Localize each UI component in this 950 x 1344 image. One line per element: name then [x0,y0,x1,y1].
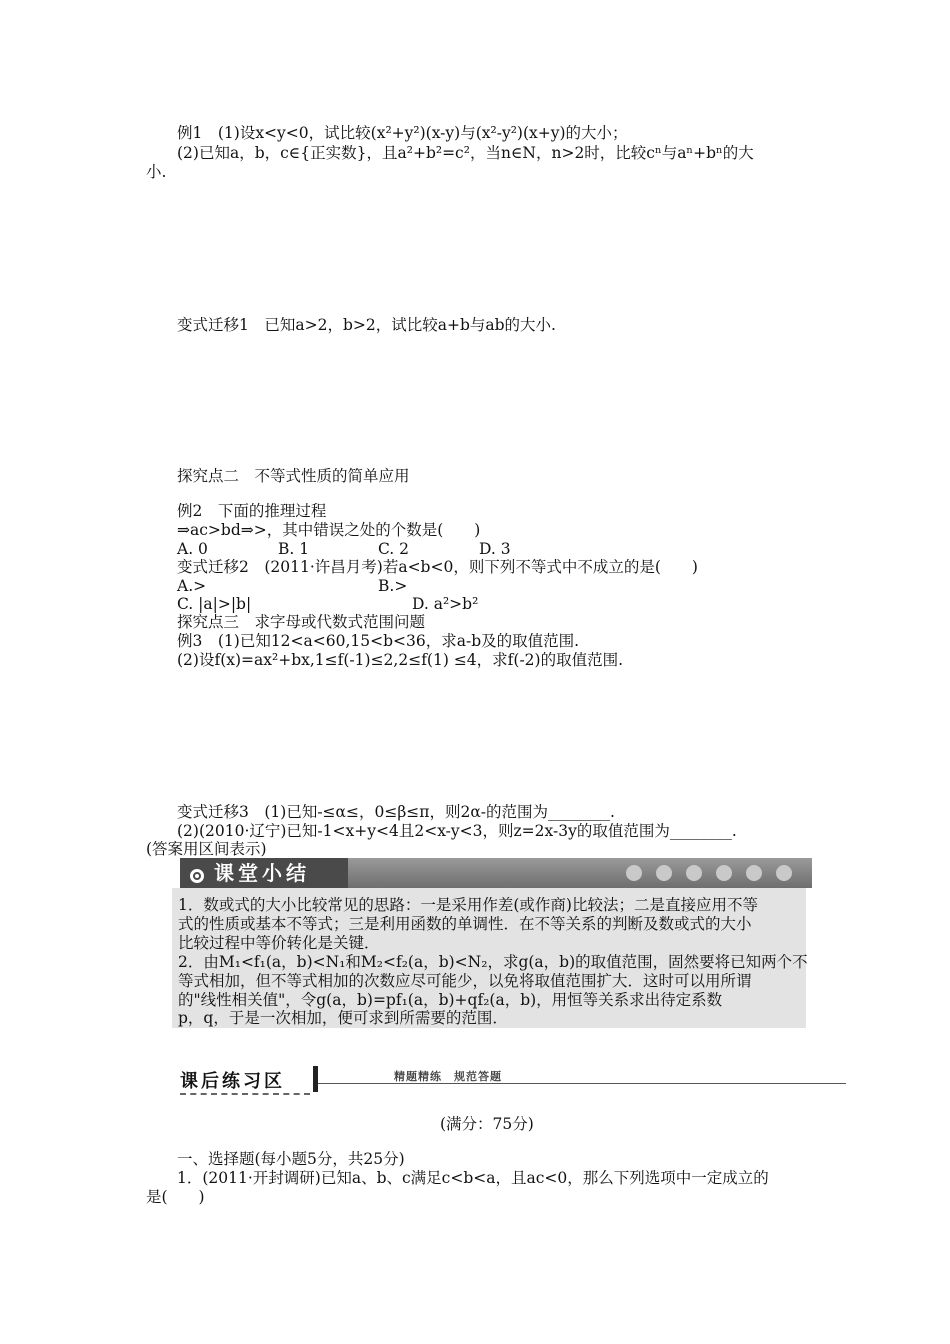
example2-option-a: A. 0 [177,540,208,558]
variant2-option-d: D. a²>b² [412,595,479,613]
summary-line: 式的性质或基本不等式；三是利用函数的单调性．在不等关系的判断及数或式的大小 [178,915,752,933]
variant2-line: 变式迁移2 (2011·许昌月考)若a<b<0，则下列不等式中不成立的是( ) [177,558,698,576]
summary-line: 的"线性相关值"，令g(a，b)=pf₁(a，b)+qf₂(a，b)，用恒等关系求出待定系数 [178,991,723,1009]
dot-icon [686,865,702,881]
example1-line2: (2)已知a，b，c∈{正实数}，且a²+b²=c²，当n∈N，n>2时，比较cⁿ与aⁿ+bⁿ的大 [177,144,754,162]
summary-line: p，q，于是一次相加，便可求到所需要的范围． [178,1009,508,1027]
example3-line2: (2)设f(x)=ax²+bx,1≤f(-1)≤2,2≤f(1) ≤4，求f(-2)的取值范围. [177,651,624,669]
question1-line1: 1．(2011·开封调研)已知a、b、c满足c<b<a，且ac<0，那么下列选项中一定成立的 [177,1169,769,1187]
homework-title: 课后练习区 [180,1071,285,1092]
target-circle-icon [190,869,204,883]
variant2-option-a: A.> [177,577,207,595]
example2-line: ⇒ac>bd⇒>，其中错误之处的个数是( ) [177,521,481,539]
example1-line1: 例1 (1)设x<y<0，试比较(x²+y²)(x-y)与(x²-y²)(x+y)的大小； [177,124,628,142]
homework-title-underline [180,1093,310,1095]
example2-option-d: D. 3 [479,540,511,558]
dot-icon [716,865,732,881]
summary-content [172,888,806,1028]
question1-line2: 是( ) [146,1188,205,1206]
variant2-option-b: B.> [378,577,408,595]
example2-title: 例2 下面的推理过程 [177,502,327,520]
summary-line: 比较过程中等价转化是关键． [178,934,380,952]
dot-icon [776,865,792,881]
example2-option-c: C. 2 [378,540,410,558]
homework-subtitle: 精题精练 规范答题 [394,1070,502,1083]
summary-line: 2．由M₁<f₁(a，b)<N₁和M₂<f₂(a，b)<N₂，求g(a，b)的取值范围，固然要将已知两个不 [178,953,808,971]
dot-icon [746,865,762,881]
example3-line1: 例3 (1)已知12<a<60,15<b<36，求a-b及的取值范围. [177,632,580,650]
homework-part1: 一、选择题(每小题5分，共25分) [177,1150,405,1168]
summary-line: 1．数或式的大小比较常见的思路：一是采用作差(或作商)比较法；二是直接应用不等 [178,896,758,914]
summary-line: 等式相加，但不等式相加的次数应尽可能少，以免将取值范围扩大．这时可以用所谓 [178,972,752,990]
variant3-line1: 变式迁移3 (1)已知-≤α≤，0≤β≤π，则2α-的范围为________. [177,803,615,821]
summary-title-block [180,858,348,888]
section2-heading: 探究点二 不等式性质的简单应用 [177,467,410,485]
homework-divider-bar [313,1066,318,1092]
dot-icon [626,865,642,881]
decorative-dots [612,865,792,885]
summary-title: 课堂小结 [214,861,310,885]
section3-heading: 探究点三 求字母或代数式范围问题 [177,613,426,631]
example2-option-b: B. 1 [278,540,310,558]
variant1-line: 变式迁移1 已知a>2，b>2，试比较a+b与ab的大小. [177,316,556,334]
example1-line3: 小. [146,163,167,181]
variant3-line3: (答案用区间表示) [146,840,267,858]
variant2-option-c: C. |a|>|b| [177,595,252,613]
dot-icon [656,865,672,881]
homework-score: (满分：75分) [440,1115,534,1133]
variant3-line2: (2)(2010·辽宁)已知-1<x+y<4且2<x-y<3，则z=2x-3y的取值范围为________. [177,822,737,840]
summary-banner [180,858,812,888]
